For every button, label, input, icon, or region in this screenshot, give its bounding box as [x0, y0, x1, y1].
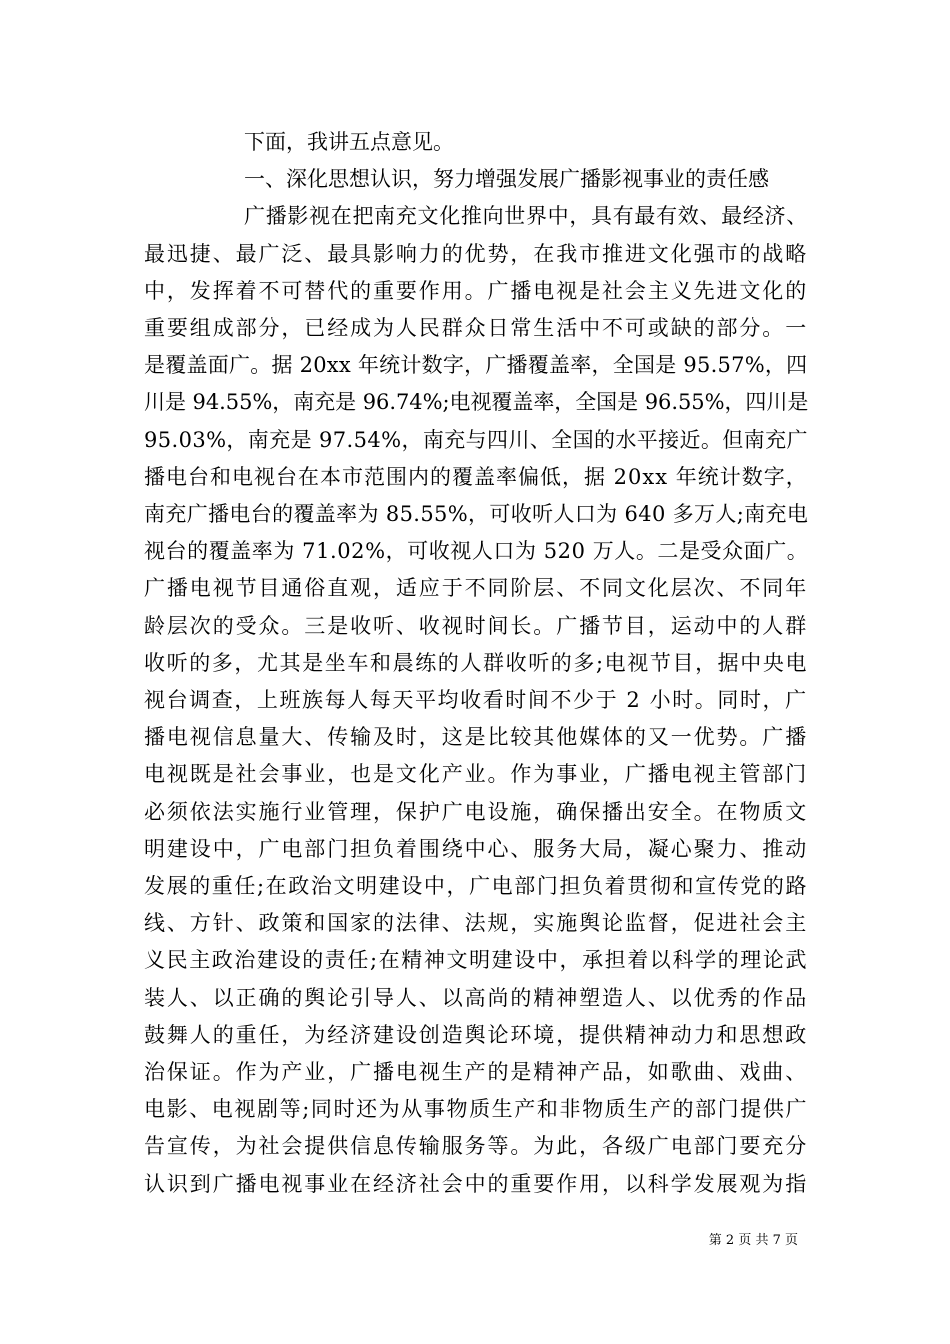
text-line: 播电台和电视台在本市范围内的覆盖率偏低，据 20xx 年统计数字，	[144, 465, 808, 489]
text-line: 治保证。作为产业，广播电视生产的是精神产品，如歌曲、戏曲、	[144, 1060, 809, 1084]
text-line: 认识到广播电视事业在经济社会中的重要作用，以科学发展观为指	[144, 1172, 809, 1196]
text-line: 鼓舞人的重任，为经济建设创造舆论环境，提供精神动力和思想政	[144, 1023, 809, 1047]
text-line: 线、方针、政策和国家的法律、法规，实施舆论监督，促进社会主	[144, 911, 809, 935]
text-line: 明建设中，广电部门担负着围绕中心、服务大局，凝心聚力、推动	[144, 837, 809, 861]
text-line: 龄层次的受众。三是收听、收视时间长。广播节目，运动中的人群	[144, 614, 809, 638]
text-line: 中，发挥着不可替代的重要作用。广播电视是社会主义先进文化的	[144, 279, 809, 303]
text-line: 发展的重任;在政治文明建设中，广电部门担负着贯彻和宣传党的路	[144, 874, 809, 898]
text-line: 电影、电视剧等;同时还为从事物质生产和非物质生产的部门提供广	[144, 1097, 809, 1121]
text-line: 视台调查，上班族每人每天平均收看时间不少于 2 小时。同时，广	[144, 688, 808, 712]
text-line: 必须依法实施行业管理，保护广电设施，确保播出安全。在物质文	[144, 800, 809, 824]
page-number-footer: 第 2 页 共 7 页	[708, 1233, 798, 1248]
text-line: 电视既是社会事业，也是文化产业。作为事业，广播电视主管部门	[144, 762, 809, 786]
text-line: 川是 94.55%，南充是 96.74%;电视覆盖率，全国是 96.55%，四川是	[144, 390, 809, 414]
text-line: 装人、以正确的舆论引导人、以高尚的精神塑造人、以优秀的作品	[144, 986, 809, 1010]
text-line: 最迅捷、最广泛、最具影响力的优势，在我市推进文化强市的战略	[144, 242, 809, 266]
text-line: 广播电视节目通俗直观，适应于不同阶层、不同文化层次、不同年	[144, 576, 809, 600]
text-line: 一、深化思想认识，努力增强发展广播影视事业的责任感	[244, 167, 769, 191]
text-line: 南充广播电台的覆盖率为 85.55%，可收听人口为 640 多万人;南充电	[144, 502, 809, 526]
text-line: 收听的多，尤其是坐车和晨练的人群收听的多;电视节目，据中央电	[144, 651, 809, 675]
text-line: 义民主政治建设的责任;在精神文明建设中，承担着以科学的理论武	[144, 948, 809, 972]
text-line: 下面，我讲五点意见。	[244, 130, 454, 154]
text-line: 广播影视在把南充文化推向世界中，具有最有效、最经济、	[244, 204, 808, 228]
text-line: 视台的覆盖率为 71.02%，可收视人口为 520 万人。二是受众面广。	[144, 539, 809, 563]
text-line: 是覆盖面广。据 20xx 年统计数字，广播覆盖率，全国是 95.57%，四	[144, 353, 808, 377]
text-line: 95.03%，南充是 97.54%，南充与四川、全国的水平接近。但南充广	[144, 428, 808, 452]
text-line: 告宣传，为社会提供信息传输服务等。为此，各级广电部门要充分	[144, 1134, 809, 1158]
text-line: 重要组成部分，已经成为人民群众日常生活中不可或缺的部分。一	[144, 316, 809, 340]
text-line: 播电视信息量大、传输及时，这是比较其他媒体的又一优势。广播	[144, 725, 809, 749]
